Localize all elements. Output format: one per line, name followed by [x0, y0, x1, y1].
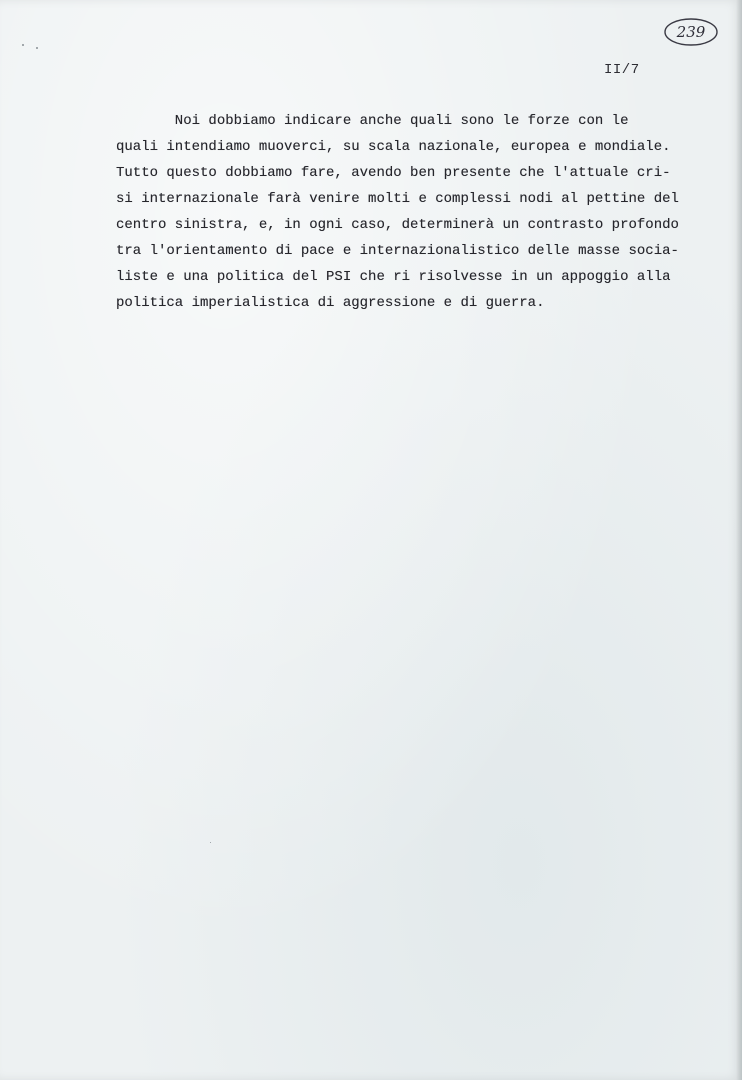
paper-speck — [22, 44, 24, 46]
typewritten-paragraph — [116, 108, 716, 316]
stamp-number: 239 — [676, 23, 706, 41]
paper-speck — [36, 47, 38, 49]
text-line: quali intendiamo muoverci, su scala nazionale, europea e mondiale. — [116, 139, 671, 155]
text-line: politica imperialistica di aggressione e di guerra. — [116, 295, 545, 311]
page-number: II/7 — [604, 62, 640, 78]
stamp-oval-icon — [662, 14, 720, 48]
archive-page-stamp — [662, 14, 720, 48]
text-line: si internazionale farà venire molti e complessi nodi al pettine del — [116, 191, 679, 207]
page-edge-shadow — [736, 0, 742, 1080]
paper-speck — [210, 842, 211, 843]
text-line: centro sinistra, e, in ogni caso, determinerà un contrasto profondo — [116, 217, 679, 233]
text-line: tra l'orientamento di pace e internazionalistico delle masse socia- — [116, 243, 679, 259]
text-line: Tutto questo dobbiamo fare, avendo ben presente che l'attuale cri- — [116, 165, 671, 181]
text-line: Noi dobbiamo indicare anche quali sono le forze con le — [116, 113, 629, 129]
text-line: liste e una politica del PSI che ri risolvesse in un appoggio alla — [116, 269, 671, 285]
